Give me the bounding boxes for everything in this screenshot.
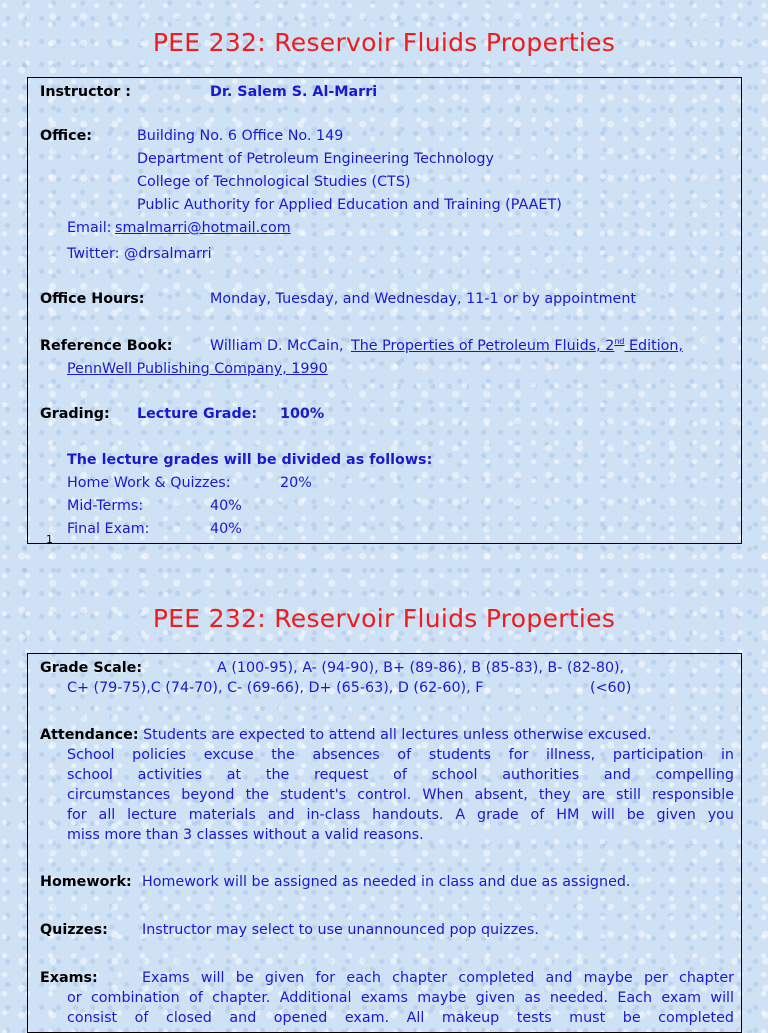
reference-edition: Edition, <box>624 338 684 354</box>
attendance-line: School policies excuse the absences of students for illness, participation in <box>67 747 734 763</box>
attendance-text: Students are expected to attend all lectures unless otherwise excused. <box>143 727 652 743</box>
office-hours-label: Office Hours: <box>40 291 145 307</box>
office-line: College of Technological Studies (CTS) <box>137 174 411 190</box>
attendance-line: circumstances beyond the student's control. When absent, they are still responsible <box>67 787 734 803</box>
homework-label: Homework: <box>40 874 132 890</box>
attendance-line: miss more than 3 classes without a valid reasons. <box>67 827 424 843</box>
exams-line: or combination of chapter. Additional exams maybe given as needed. Each exam will <box>67 990 734 1006</box>
attendance-line: for all lecture materials and in-class handouts. A grade of HM will be given you <box>67 807 734 823</box>
instructor-name: Dr. Salem S. Al-Marri <box>210 84 378 100</box>
reference-book-link[interactable] <box>351 335 683 358</box>
quizzes-label: Quizzes: <box>40 922 108 938</box>
grade-division-heading: The lecture grades will be divided as follows: <box>67 452 433 468</box>
grade-scale-line: A (100-95), A- (94-90), B+ (89-86), B (85-83), B- (82-80), <box>217 660 625 676</box>
slide-number: 1 <box>46 533 53 546</box>
slide-2-content <box>27 653 742 1033</box>
quizzes-text: Instructor may select to use unannounced pop quizzes. <box>142 922 539 938</box>
slide-1-title: PEE 232: Reservoir Fluids Properties <box>152 28 616 57</box>
office-line: Building No. 6 Office No. 149 <box>137 128 344 144</box>
lecture-grade-value: 100% <box>280 406 325 422</box>
attendance-label: Attendance: <box>40 727 139 743</box>
grading-label: Grading: <box>40 406 110 422</box>
slide-1-content <box>27 77 742 544</box>
grade-item-value: 40% <box>210 521 242 537</box>
grade-item-value: 20% <box>280 475 312 491</box>
grade-item-value: 40% <box>210 498 242 514</box>
grade-scale-f-range: (<60) <box>590 680 632 696</box>
instructor-label: Instructor : <box>40 84 131 100</box>
attendance-line: school activities at the request of school authorities and compelling <box>67 767 734 783</box>
email-link[interactable]: smalmarri@hotmail.com <box>115 220 291 236</box>
reference-label: Reference Book: <box>40 338 173 354</box>
attendance-paragraph <box>40 725 734 745</box>
reference-publisher[interactable]: PennWell Publishing Company, 1990 <box>67 361 328 377</box>
office-line: Department of Petroleum Engineering Technology <box>137 151 494 167</box>
exams-label: Exams: <box>40 970 98 986</box>
reference-superscript: nd <box>614 337 625 347</box>
office-hours-value: Monday, Tuesday, and Wednesday, 11-1 or by appointment <box>210 291 637 307</box>
grade-item-label: Mid-Terms: <box>67 498 144 514</box>
grade-item-label: Final Exam: <box>67 521 150 537</box>
slide-2-title: PEE 232: Reservoir Fluids Properties <box>152 604 616 633</box>
reference-title: The Properties of Petroleum Fluids, 2 <box>351 338 615 354</box>
grade-scale-line: C+ (79-75),C (74-70), C- (69-66), D+ (65-63), D (62-60), F <box>67 680 484 696</box>
office-line: Public Authority for Applied Education and Training (PAAET) <box>137 197 562 213</box>
grade-scale-label: Grade Scale: <box>40 660 143 676</box>
office-label: Office: <box>40 128 92 144</box>
reference-author: William D. McCain, <box>210 338 344 354</box>
email-label: Email: <box>67 220 112 236</box>
twitter-handle: Twitter: @drsalmarri <box>67 246 212 262</box>
lecture-grade-label: Lecture Grade: <box>137 406 258 422</box>
homework-text: Homework will be assigned as needed in class and due as assigned. <box>142 874 631 890</box>
grade-item-label: Home Work & Quizzes: <box>67 475 231 491</box>
exams-line: consist of closed and opened exam. All makeup tests must be completed <box>67 1010 734 1026</box>
exams-line: Exams will be given for each chapter completed and maybe per chapter <box>142 970 734 986</box>
